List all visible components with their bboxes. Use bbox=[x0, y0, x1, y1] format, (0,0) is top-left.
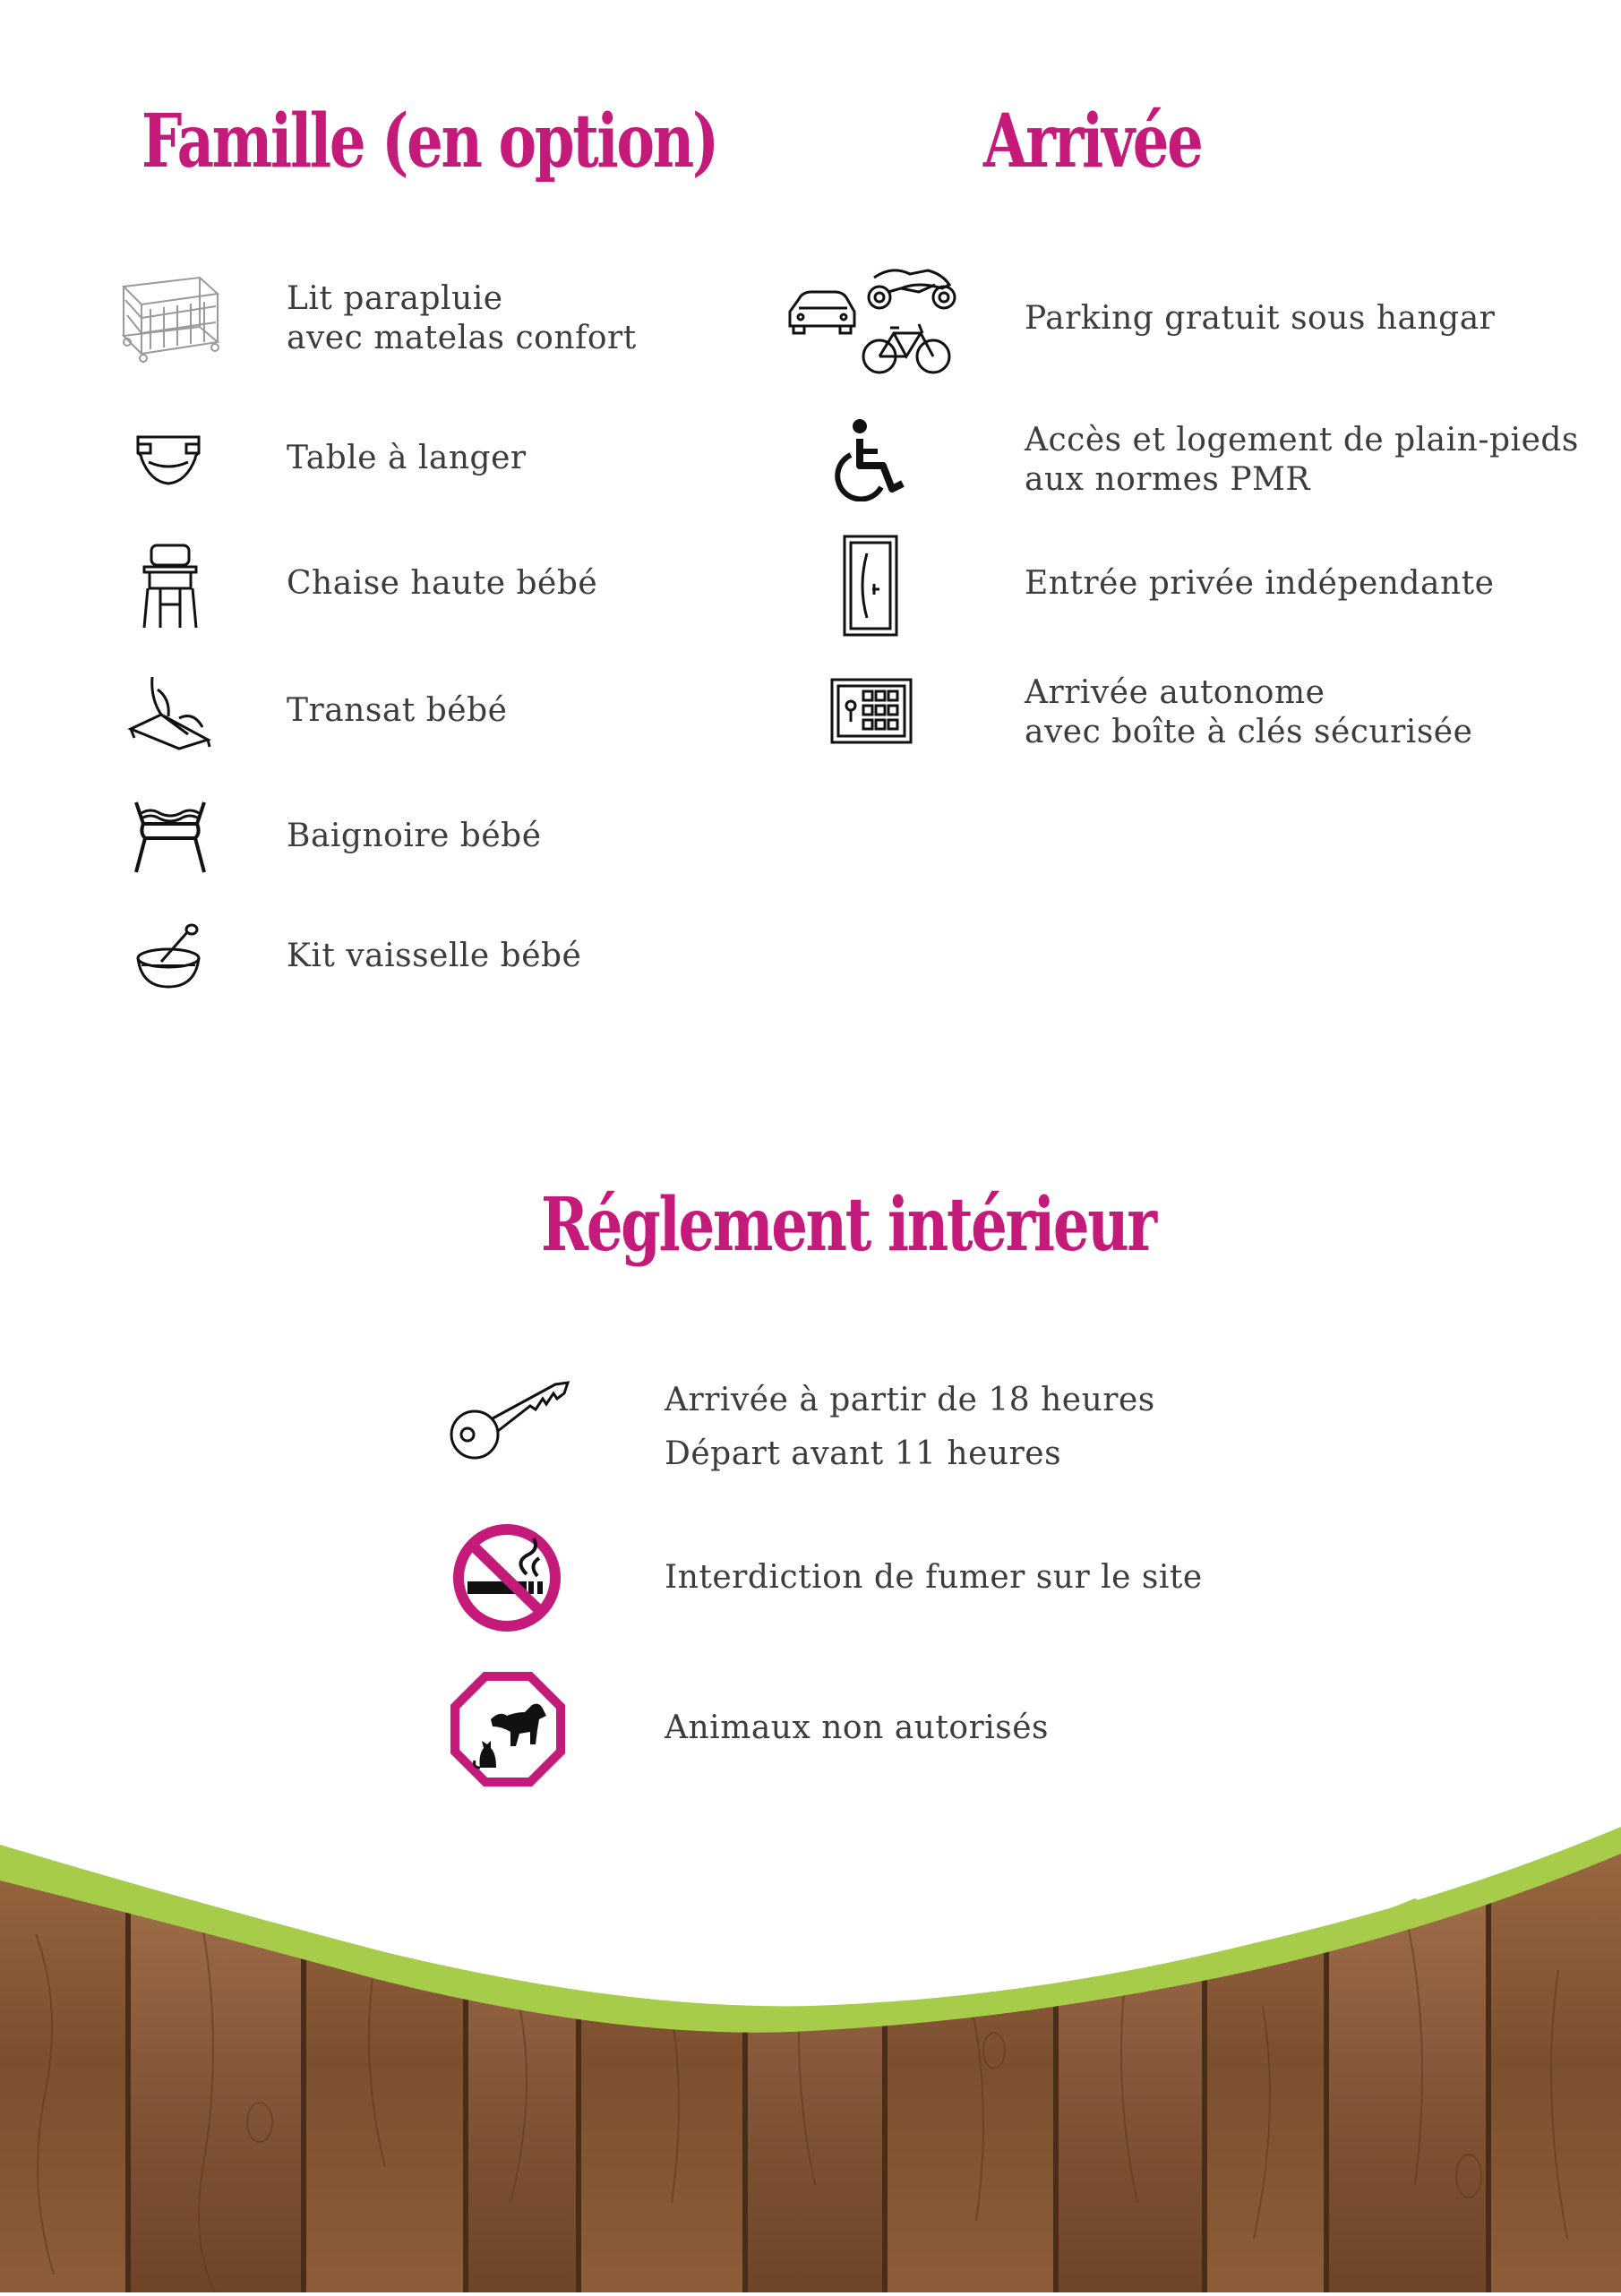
diaper-icon bbox=[133, 432, 204, 487]
no-animals-icon bbox=[450, 1671, 566, 1787]
famille-item-label: Chaise haute bébé bbox=[287, 565, 598, 602]
famille-item-label: Kit vaisselle bébé bbox=[287, 938, 582, 974]
reglement-title: Réglement intérieur bbox=[541, 1182, 1155, 1268]
arrivee-title: Arrivée bbox=[983, 99, 1202, 184]
high-chair-icon bbox=[139, 542, 202, 631]
vehicles-icon bbox=[785, 261, 960, 378]
famille-item-label: Baignoire bébé bbox=[287, 818, 542, 854]
wheelchair-icon bbox=[833, 417, 908, 501]
arrivee-item-label: Parking gratuit sous hangar bbox=[1025, 300, 1496, 337]
key-icon bbox=[448, 1379, 573, 1461]
arrivee-item-label: Accès et logement de plain-pieds aux normes PMR bbox=[1025, 422, 1579, 498]
famille-item-label: Lit parapluie avec matelas confort bbox=[287, 280, 637, 356]
baby-bouncer-icon bbox=[125, 672, 215, 752]
reglement-item-label: Arrivée à partir de 18 heures Départ avant 11 heures bbox=[665, 1382, 1155, 1472]
wood-footer bbox=[0, 1827, 1621, 2292]
no-smoking-icon bbox=[451, 1522, 562, 1633]
famille-item-label: Transat bébé bbox=[287, 692, 508, 729]
arrivee-item-label: Entrée privée indépendante bbox=[1025, 565, 1495, 602]
key-box-icon bbox=[829, 677, 913, 745]
bowl-spoon-icon bbox=[134, 922, 206, 990]
reglement-item-label: Animaux non autorisés bbox=[665, 1709, 1049, 1746]
baby-bath-icon bbox=[131, 797, 210, 876]
famille-item-label: Table à langer bbox=[287, 440, 527, 476]
arrivee-item-label: Arrivée autonome avec boîte à clés sécurisée bbox=[1025, 674, 1473, 750]
reglement-item-label: Interdiction de fumer sur le site bbox=[665, 1559, 1203, 1596]
door-icon bbox=[842, 534, 899, 638]
famille-title: Famille (en option) bbox=[142, 99, 717, 184]
travel-cot-icon bbox=[115, 269, 222, 367]
